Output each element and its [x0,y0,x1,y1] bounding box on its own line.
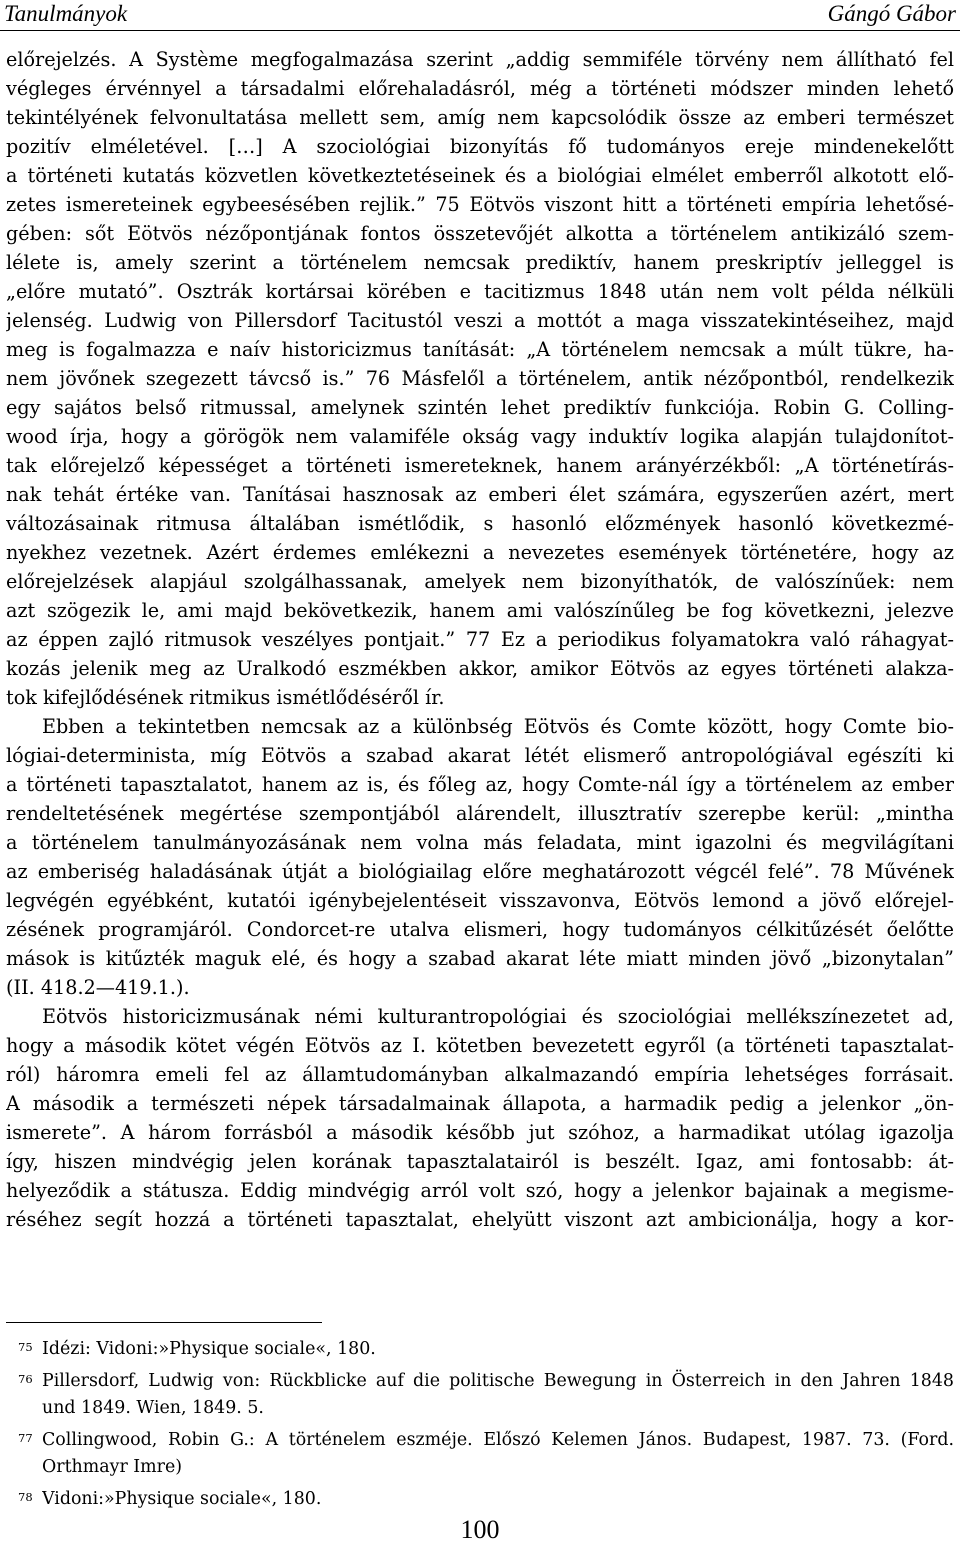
text-line: így, hiszen mindvégig jelen korának tapasztalatairól is beszélt. Igaz, ami fontosabb: át- [6,1150,954,1173]
text-line: tok kifejlődésének ritmikus ismétlődéséről ír. [6,686,445,709]
text-line: rendeltetésének megértése szempontjából alárendelt, illusztratív szerepbe kerül: „mintha [6,802,954,825]
text-line: nak tehát értéke van. Tanításai hasznosak az emberi élet számára, egyszerűen azért, mert [6,483,954,506]
footnote-divider [6,1322,322,1323]
text-line: (II. 418.2—419.1.). [6,976,190,999]
text-line: nyekhez vezetnek. Azért érdemes emlékezni a nevezetes események történetére, hogy az [6,541,954,564]
text-line: meg is fogalmazza e naív historicizmus tanítását: „A történelem nemcsak a múlt tükre, ha- [6,338,954,361]
main-text [6,45,954,1234]
text-line: ismerete”. A három forrásból a második később jut szóhoz, a harmadikat utólag igazolja [6,1121,954,1144]
text-line: helyeződik a státusza. Eddig mindvégig arról volt szó, hogy a jelenkor bajainak a megisme- [6,1179,954,1202]
text-line: előrejelzés. A Système megfogalmazása szerint „addig semmiféle törvény nem állítható fel [6,48,954,71]
text-line: változásainak ritmusa általában ismétlődik, s hasonló előzmények hasonló következmé- [6,512,954,535]
text-line: kozás jelenik meg az Uralkodó eszmékben akkor, amikor Eötvös az egyes történeti alakza- [6,657,954,680]
page-number: 100 [460,1515,500,1544]
footnote-text: und 1849. Wien, 1849. 5. [42,1398,264,1418]
footnote-number: 75 [18,1340,33,1354]
author-name: Gángó Gábor [827,1,956,26]
text-line: az emberiség haladásának útját a biológiailag előre meghatározott végcél felé”. 78 Művének [6,860,954,883]
text-line: nem jövőnek szegezett távcső is.” 76 Másfelől a történelem, antik nézőpontból, rendelkezik [6,367,954,390]
footnote-number: 76 [18,1372,33,1386]
footnote [6,1486,954,1513]
footnote-text: Pillersdorf, Ludwig von: Rückblicke auf die politische Bewegung in Österreich in den Jahren 1848 [42,1371,954,1391]
text-line: wood írja, hogy a görögök nem valamiféle okság vagy induktív logika alapján tulajdonítot- [6,425,954,448]
text-line: Ebben a tekintetben nemcsak az a különbség Eötvös és Comte között, hogy Comte bio- [42,715,954,738]
text-line: zésének programjáról. Condorcet-re utalva elismeri, hogy tudományos célkitűzését őelőtte [6,918,954,941]
text-line: „előre mutató”. Osztrák kortársai körében e tacitizmus 1848 után nem volt példa nélküli [6,280,954,303]
text-line: lélete is, amely szerint a történelem nemcsak prediktív, hanem preskriptív jelleggel is [6,251,954,274]
text-line: A második a természeti népek társadalmainak állapota, a harmadik pedig a jelenkor „ön- [6,1092,954,1115]
text-line: tekintélyének felvonultatása mellett sem, amíg nem kapcsolódik össze az emberi természet [6,106,954,129]
text-line: Eötvös historicizmusának némi kulturantropológiai és szociológiai mellékszínezetet ad, [42,1005,954,1028]
text-line: azt szögezik le, ami majd bekövetkezik, hanem ami valószínűleg be fog következni, jelezve [6,599,954,622]
footnote-number: 78 [18,1490,33,1504]
section-title: Tanulmányok [4,1,128,26]
footnote-text: Collingwood, Robin G.: A történelem eszméje. Előszó Kelemen János. Budapest, 1987. 73. (Ford. [42,1430,954,1450]
text-line: legvégén egyébként, kutatói igénybejelentéseit visszavonva, Eötvös lemond a jövő előrejel- [6,889,954,912]
text-line: végleges érvénnyel a társadalmi előrehaladásról, még a történeti módszer minden lehető [6,77,954,100]
footnote-text: Vidoni:»Physique sociale«, 180. [42,1489,322,1509]
text-line: ról) háromra emeli fel az államtudományban alkalmazandó empíria lehetséges forrásait. [6,1063,954,1086]
footnote [6,1368,954,1422]
footnote-text: Orthmayr Imre) [42,1457,183,1477]
text-line: a történelem tanulmányozásának nem volna más feladata, mint igazolni és megvilágítani [6,831,954,854]
running-header [0,0,960,31]
text-line: jelenség. Ludwig von Pillersdorf Tacitustól veszi a mottót a maga visszatekintéseihez, majd [6,309,954,332]
footnote [6,1336,954,1363]
footnotes [6,1336,954,1518]
footnote-text: Idézi: Vidoni:»Physique sociale«, 180. [42,1339,376,1359]
text-line: a történeti tapasztalatot, hanem az is, és főleg az, hogy Comte-nál így a történelem az ember [6,773,954,796]
text-line: zetes ismereteinek egybeesésében rejlik.” 75 Eötvös viszont hitt a történeti empíria lehetősé- [6,193,954,216]
text-line: lógiai-determinista, míg Eötvös a szabad akarat létét elismerő antropológiával egészíti ki [6,744,954,767]
text-line: gében: sőt Eötvös nézőpontjának fontos összetevőjét alkotta a történelem antikizáló szem- [6,222,954,245]
text-line: réséhez segít hozzá a történeti tapasztalat, ehelyütt viszont azt ambicionálja, hogy a kor- [6,1208,954,1231]
text-line: tak előrejelző képességet a történeti ismereteknek, hanem arányérzékből: „A történetírás- [6,454,954,477]
footnote-number: 77 [18,1431,33,1445]
footnote [6,1427,954,1481]
text-line: pozitív elméletével. […] A szociológiai bizonyítás fő tudományos ereje mindenekelőtt [6,135,954,158]
text-line: hogy a második kötet végén Eötvös az I. kötetben bevezetett egyről (a történeti tapasztalat- [6,1034,954,1057]
text-line: a történeti kutatás közvetlen következtetéseinek és a biológiai elmélet emberről alkotott elő- [6,164,954,187]
text-line: mások is kitűzték maguk elé, és hogy a szabad akarat léte miatt minden jövő „bizonytalan” [6,947,954,970]
text-line: előrejelzések alapjául szolgálhassanak, amelyek nem bizonyíthatók, de valószínűek: nem [6,570,954,593]
text-line: egy sajátos belső ritmussal, amelynek szintén lehet prediktív funkciója. Robin G. Colling- [6,396,954,419]
text-line: az éppen zajló ritmusok veszélyes pontjait.” 77 Ez a periodikus folyamatokra való ráhagyat- [6,628,954,651]
